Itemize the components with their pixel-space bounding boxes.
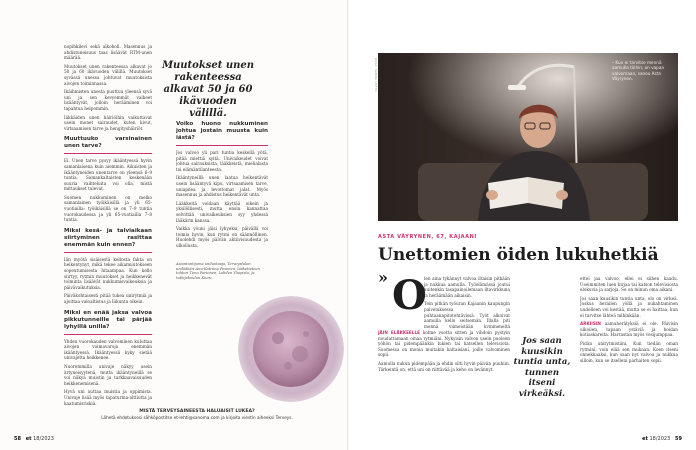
body-paragraph: Lääkkeitä voidaan käyttää oikein ja yksilöllisesti, mutta ensin kannattaa selvittää univaikeuksien syy yhdessä lääkärin kanssa.	[176, 200, 268, 223]
drop-cap: O	[392, 272, 427, 319]
pull-quote: Muutokset unen rakenteessa alkavat 50 ja 60 ikävuoden välillä.	[161, 60, 255, 119]
subheading-underline	[176, 145, 268, 146]
subheading: Miksi kesä- ja talviaikaan siirtyminen rasittaa enemmän kuin ennen?	[64, 227, 152, 248]
section-lead: ARKIISIN	[580, 321, 601, 327]
issue-number: 18/2023	[649, 436, 671, 442]
left-column-1	[64, 44, 152, 406]
body-paragraph: Nuoremmilla univaje näkyy usein ärtyneisyytenä, mutta ikääntyneillä se voi näkyä muistin ja tarkkaavaisuuden heikkenemisenä.	[64, 363, 152, 386]
pull-quote: Jos saan kuusikin tuntia unta, tunnen itseni virkeäksi.	[513, 336, 571, 399]
body-paragraph: ettei jaa valvoo, ellei ei siihen kaadu. Useimmiten luen kirjaa tai katson televisiosta elokuvia ja sarjoja. Se on minun oma aikani.	[580, 276, 678, 293]
article-headline: Unettomien öiden lukuhetkiä	[378, 245, 659, 265]
body-paragraph: Iäkkäiden unen häiriöihin vaikuttavat usein monet sairaudet, kuten kivut, virtsaamisen tarve ja hengityshäiriöt.	[64, 114, 152, 131]
body-paragraph: Aamulla nukun pidempään ja ehdin silti hyvin päivän puuhiin. Tärkeintä on, että uni on riittävää ja keho on levännyt.	[378, 360, 510, 372]
body-paragraph: len aina tykännyt valvoa iltaisin pitkään ja nukkua aamulla. Työelämässä joutui kuitenkin tasapainoilemaan iltavirkkuna ja heräämään aikaisin.	[424, 276, 510, 298]
right-column-1	[424, 276, 510, 328]
body-paragraph: Ikääntyneillä unen laatua heikentävät usein lisääntyvä kipu, virtsaamisen tarve, uniapnea ja levottomat jalat. Myös masennus ja ahdistus heikentävät unta.	[176, 175, 268, 198]
box-title: MISTÄ TERVEYSAINEESTA HALUAISIT LUKEA?	[139, 409, 255, 414]
moon-illustration	[238, 296, 344, 402]
body-paragraph: Tein pitkän työuran Kajaanin kaupungin palveluksessa ja puhtaanapitotehtävissä. Työt alkoivat aamulla kello seitsemän. Illalla piti mennä viimeistään kymmeneltä	[424, 301, 510, 328]
body-paragraph: Päiväkohtaisesti pitää tukea unirytmiä ja ajoittaa valoaltistus ja liikunta oikein.	[64, 293, 152, 304]
page-number: 59	[675, 436, 682, 442]
right-footer	[642, 436, 682, 442]
magazine-name: et	[642, 436, 648, 442]
body-paragraph: Pidän unirytmistäni. Kun tiedän oman rytmini, voin elää sen mukaan. Koen itseni onnekkaaksi, kun saan nyt valvoa ja nukkua silloin, kun se itselleni parhaiten sopii.	[580, 340, 678, 363]
subheading-block	[64, 228, 152, 253]
subheading-underline	[64, 252, 152, 253]
body-paragraph: Jos saan kuusikin tuntia unta, olo on virkeä. Joskus heräilen yöllä ja nukahtaminen uudelleen voi kestää, mutta se ei haittaa, kun ei tarvitse lähteä mihinkään.	[580, 295, 678, 318]
subheading-block	[176, 121, 268, 146]
body-paragraph: Jos valvoo yli pari tuntia keskellä yötä, pitää miettiä syitä. Univaikeudet voivat johtua sairauksista, lääkkeistä, mielialasta tai elämäntilanteesta.	[176, 150, 268, 172]
body-paragraph: nopihkilevi sekä alkoholi. Masennus ja ahdistuneisuus taas lisäävät RTM-unen määrää.	[64, 44, 152, 61]
person-kicker: ASTA VÄYRYNEN, 67, KAJAANI	[378, 234, 477, 240]
box-body: Lähetä ehdotuksesi sähköpostitse et-lehti@sanoma.com ja kirjoita viestin aiheeksi Terveys.	[101, 414, 293, 420]
subheading-underline	[64, 334, 152, 335]
body-paragraph: ARKIISIN aamuherätyksiä ei ole. Päivisin ulkoilen, tapaan ystäviä ja hoidan kotiaskareita. Harrastan myös vesijumppaa.	[580, 321, 678, 338]
subheading: Muuttuuko varsinainen unen tarve?	[64, 136, 152, 150]
subheading-underline	[64, 153, 152, 154]
body-paragraph: Yhden vuorokauden valvominen kuluttaa aivojen voimavaroja enemmän ikääntyessä. Ikääntyessä kyky sietää univajetta heikkenee.	[64, 338, 152, 361]
page-gutter	[347, 0, 349, 450]
body-paragraph: Ikäihmisten unesta puuttuu yleensä syvä uni ja sen kevyemmät vaiheet lisääntyvät, jolloin herääminen voi tapahtua helpommin.	[64, 89, 152, 111]
body-paragraph: Hyvä uni auttaa muistia ja oppimista. Univaje lisää myös tapaturma-alttiutta ja kaatumisriskiä.	[64, 389, 152, 406]
subheading: Miksi en enää jaksa valvoa pikkutunneille tai pärjää lyhyillä unilla?	[64, 309, 152, 330]
subheading-block	[64, 136, 152, 154]
quote-mark: »	[378, 268, 388, 287]
experts-caption: Asiantuntijoina uniluotaaja, Terveystalon unilääkäri Anu-Katriina Pesonen, lääketieteen tohtori Timo Partonen, Lahden Yliopisto, ja tutkijakoulun Kiuru.	[176, 262, 260, 280]
photo-credit: KUVA: SANNA LEHTO	[374, 58, 377, 92]
magazine-name: et	[25, 436, 32, 442]
page-number: 58	[14, 436, 21, 442]
photo-caption: – Kun ei tarvitse mennä aamulla töihin, on vapaa valvomaan, sanoo Asta Väyrynen.	[612, 60, 664, 82]
right-column-1-lower	[378, 330, 510, 422]
right-column-3	[580, 276, 678, 422]
body-paragraph: JÄIN ELÄKKEELLE kolme vuotta sitten ja vihdoin pystyin noudattamaan omaa rytmiäni. Nykyisin valvon usein puoleen yöhön tai pidempäänkin lukien tai katsellen televisiota. Suomessa on monia muitakin kaltaisiani, joille valvominen sopii.	[378, 330, 510, 358]
reader-suggestion-box	[52, 408, 342, 420]
body-paragraph: Muutokset unen rakenteessa alkavat jo 50 ja 60 ikävuoden välillä. Muutokset syvässä unessa johtuvat muutoksista aivojen toiminnassa.	[64, 63, 152, 86]
subheading-block	[64, 310, 152, 335]
body-paragraph: Suomen nukkuminen on melko samanlainen työikäisillä ja yli 65-vuotiailla: työikäisillä se on 7–9 tuntia vuorokaudessa ja yli 65-vuotiailla 7–8 tuntia.	[64, 194, 152, 223]
body-paragraph: Ei. Unen tarve pysyy ikääntyessä hyvin samanlaisena kuin aiemmin. Aikuisten ja ikääntyneiden unentarve on yleensä 6–9 tuntia. Samankaltaisten keskenään suuria vaihteluita voi olla, mistä mittaukset tulevat.	[64, 158, 152, 192]
subheading: Voiko huono nukkuminen johtua jostain muusta kuin iästä?	[176, 121, 268, 141]
moon-art-icon	[238, 296, 344, 402]
body-paragraph: Iän myötä sisäisestä kellosta fakta on heikentynyt, mikä tekee aikamuutokseen sopeutumisesta hitaampaa. Kun kello siirtyy, rytmin muutokset ja heikkenevät toiminta lisäävät nukkumisvaikeuksia ja päivävaikutuksia.	[64, 256, 152, 290]
issue-number: 18/2023	[33, 436, 54, 442]
left-footer	[14, 436, 54, 442]
section-lead: JÄIN ELÄKKEELLE	[378, 330, 420, 335]
body-paragraph: Vaikka yöuni jäisi lyhyeksi, päivällä voi toimia hyvin, kun rytmi on säännöllinen. Huolehdi myös päivän aktiivisuudesta ja ulkoilusta.	[176, 226, 268, 248]
